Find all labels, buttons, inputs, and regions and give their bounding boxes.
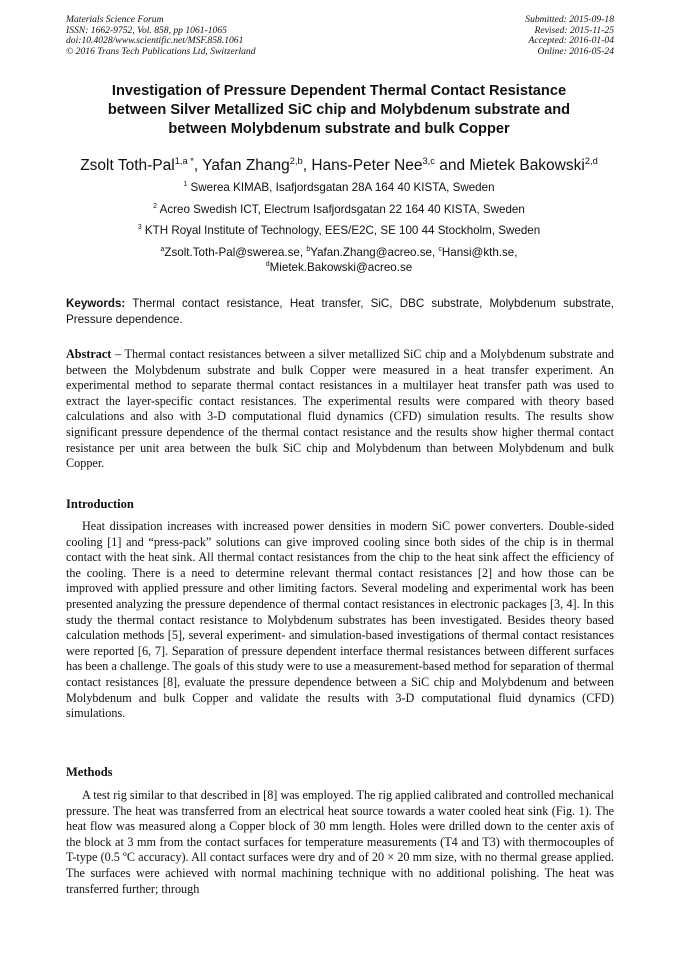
affiliation bbox=[40, 181, 638, 195]
author-separator: , bbox=[302, 157, 312, 174]
keywords-text: Thermal contact resistance, Heat transfer, SiC, DBC substrate, Molybdenum substrate, Pressure dependence. bbox=[66, 297, 614, 326]
affiliation-number: 2 bbox=[153, 203, 158, 211]
methods-paragraph: A test rig similar to that described in [8] was employed. The rig applied calibrated and controlled mechanical pressure. The heat was transferred from an electrical heat source towards a water cooled heat sink (Fig. 1). The heat flow was measured along a Copper block of 30 mm length. Holes were drilled down to the center axis of the block at 3 mm from the contact surfaces for temperature measurements (T4 and T3) with thermocouples of T-type (0.5 ºC accuracy). All contact surfaces were dry and of 20 × 20 mm size, with no thermal grease applied. The surfaces were achieved with normal machining technique with no additional polishing. The heat was transferred further; through bbox=[66, 788, 614, 896]
journal-name: Materials Science Forum bbox=[66, 14, 164, 25]
author-list bbox=[20, 156, 658, 176]
affiliation-number: 1 bbox=[183, 181, 188, 189]
email-mark: a bbox=[160, 246, 165, 254]
author-name: Mietek Bakowski bbox=[469, 157, 585, 174]
author-affiliation-mark: 1,a * bbox=[174, 155, 194, 166]
copyright: © 2016 Trans Tech Publications Ltd, Switzerland bbox=[66, 45, 256, 57]
author-name: Zsolt Toth-Pal bbox=[80, 157, 175, 174]
affiliation bbox=[40, 203, 638, 217]
email-address[interactable]: Yafan.Zhang@acreo.se, bbox=[310, 246, 439, 259]
submitted-date: Submitted: 2015-09-18 bbox=[525, 14, 614, 25]
abstract-text: – Thermal contact resistances between a silver metallized SiC chip and a Molybdenum substrate and between the Molybdenum substrate and bulk Copper were measured in a heat transfer experiment. An experimental method to separate thermal contact resistances in a multilayer heat transfer path was used to extract the layer-specific contact resistances. The experimental results were compared with theory based calculations and also with 3-D computational fluid dynamics (CFD) simulation results. The results show significant pressure dependence of the thermal contact resistance and the results show higher thermal contact resistance per unit area between the bulk SiC chip and Molybdenum than between Molybdenum and bulk Copper. bbox=[66, 347, 614, 471]
email-mark: c bbox=[438, 246, 442, 254]
email-line bbox=[40, 261, 638, 275]
email-mark: d bbox=[265, 261, 270, 269]
publication-dates bbox=[525, 15, 614, 57]
author-affiliation-mark: 3,c bbox=[422, 155, 435, 166]
affiliation-number: 3 bbox=[137, 224, 142, 232]
title-line: Investigation of Pressure Dependent Thermal Contact Resistance bbox=[111, 83, 567, 99]
keywords-label: Keywords: bbox=[66, 297, 126, 310]
paper-title bbox=[40, 82, 638, 139]
author-separator: , bbox=[193, 157, 203, 174]
author-name: Hans-Peter Nee bbox=[311, 157, 423, 174]
author-separator: and bbox=[434, 157, 470, 174]
author-affiliation-mark: 2,d bbox=[584, 155, 598, 166]
email-address[interactable]: Mietek.Bakowski@acreo.se bbox=[269, 261, 413, 274]
author-affiliation-mark: 2,b bbox=[289, 155, 303, 166]
online-date: Online: 2016-05-24 bbox=[537, 45, 614, 57]
journal-info bbox=[66, 15, 256, 57]
title-line: between Molybdenum substrate and bulk Copper bbox=[168, 121, 510, 137]
revised-date: Revised: 2015-11-25 bbox=[534, 24, 614, 36]
title-line: between Silver Metallized SiC chip and Molybdenum substrate and bbox=[107, 102, 571, 118]
abstract-label: Abstract bbox=[66, 347, 112, 361]
keywords bbox=[66, 296, 614, 327]
affiliation-text: Swerea KIMAB, Isafjordsgatan 28A 164 40 KISTA, Sweden bbox=[187, 181, 495, 194]
email-address[interactable]: Zsolt.Toth-Pal@swerea.se, bbox=[164, 246, 307, 259]
email-address[interactable]: Hansi@kth.se, bbox=[441, 246, 518, 259]
author-name: Yafan Zhang bbox=[202, 157, 290, 174]
affiliation bbox=[40, 224, 638, 238]
doi[interactable]: doi:10.4028/www.scientific.net/MSF.858.1061 bbox=[66, 35, 244, 47]
section-heading-methods: Methods bbox=[66, 765, 113, 779]
introduction-paragraph: Heat dissipation increases with increased power densities in modern SiC power converters. Double-sided cooling [1] and “press-pack” solutions can give improved cooling since both sides of the chip is in thermal contact with the heat sink. All thermal contact resistances from the chip to the heat sink affect the efficiency of the cooling. There is a need to determine relevant thermal contact resistances [2] and how those can be improved with applied pressure and other limiting factors. Several modeling and experimental work has been presented analyzing the pressure dependence of thermal contact resistances in electronic packages [3, 4]. In this study the thermal contact resistance to Molybdenum substrates has been investigated. Besides theory based calculation methods [5], several experiment- and simulation-based investigations of thermal contact resistances were reported [6, 7]. Separation of pressure dependent interface thermal resistances between different surfaces has been a challenge. The goals of this study were to use a measurement-based method for separation of thermal contact resistances [8], evaluate the pressure dependence between a SiC chip and Molybdenum and between Molybdenum and bulk Copper and validate the results with 3-D computational fluid dynamics (CFD) simulations. bbox=[66, 519, 614, 721]
affiliation-text: KTH Royal Institute of Technology, EES/E2C, SE 100 44 Stockholm, Sweden bbox=[141, 224, 541, 237]
section-heading-introduction: Introduction bbox=[66, 497, 134, 511]
email-line bbox=[40, 246, 638, 260]
email-mark: b bbox=[306, 246, 311, 254]
affiliation-text: Acreo Swedish ICT, Electrum Isafjordsgatan 22 164 40 KISTA, Sweden bbox=[157, 203, 525, 216]
accepted-date: Accepted: 2016-01-04 bbox=[528, 35, 614, 47]
issn-volume: ISSN: 1662-9752, Vol. 858, pp 1061-1065 bbox=[66, 24, 227, 36]
abstract bbox=[66, 347, 614, 472]
